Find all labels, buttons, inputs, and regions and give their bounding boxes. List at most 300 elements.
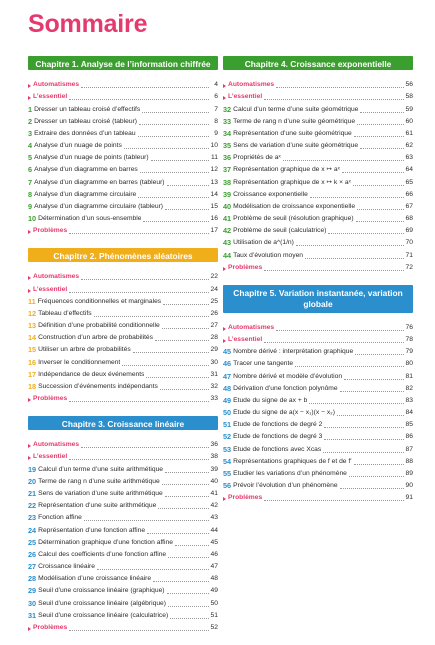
toc-entry[interactable]	[28, 522, 218, 534]
entry-label: Représentation d’une suite arithmétique	[38, 502, 157, 510]
entry-page-number: 22	[210, 273, 218, 281]
dot-leader	[163, 304, 208, 305]
entry-label: Représentation graphique de x ↦ k × aˣ	[233, 178, 351, 186]
dot-leader	[69, 459, 208, 460]
entry-label: Représentation graphique de x ↦ aˣ	[233, 166, 340, 174]
entry-page-number: 4	[214, 81, 218, 89]
toc-entry[interactable]	[28, 174, 218, 186]
entry-number: 40	[223, 201, 232, 211]
entry-number: 22	[28, 501, 37, 511]
entry-page-number: 79	[405, 348, 413, 356]
toc-entry[interactable]	[223, 478, 413, 490]
entry-label: Problème de seuil (résolution graphique)	[233, 215, 354, 223]
toc-entry[interactable]	[28, 354, 218, 366]
entry-label: Nombre dérivé : interprétation graphique	[233, 348, 354, 356]
entry-page-number: 64	[405, 166, 413, 174]
dot-leader	[340, 391, 404, 392]
dot-leader	[69, 233, 208, 234]
entry-page-number: 76	[405, 323, 413, 331]
dot-leader	[143, 221, 208, 222]
chapter-5-entries	[223, 320, 413, 503]
entry-label: Analyse d’un diagramme en barres	[34, 166, 138, 174]
entry-page-number: 6	[214, 93, 218, 101]
toc-entry[interactable]	[223, 441, 413, 453]
chapter-1-header: Chapitre 1. Analyse de l’information chiffrée	[28, 56, 218, 70]
entry-number: 29	[28, 586, 37, 596]
dot-leader	[354, 136, 404, 137]
dot-leader	[138, 136, 209, 137]
entry-number: 14	[28, 333, 37, 343]
entry-label: Seuil d’une croissance linéaire (graphique)	[38, 587, 165, 595]
toc-entry[interactable]	[223, 466, 413, 478]
entry-number: 39	[223, 189, 232, 199]
entry-number: 55	[223, 468, 232, 478]
entry-number: 26	[28, 549, 37, 559]
chapter-1-entries	[28, 77, 218, 235]
entry-page-number: 29	[210, 346, 218, 354]
entry-label: Fonction affine	[38, 514, 82, 522]
entry-number: 48	[223, 383, 232, 393]
entry-number: 42	[223, 226, 232, 236]
toc-special-entry[interactable]	[28, 449, 218, 461]
triangle-bullet-icon	[28, 398, 31, 402]
entry-page-number: 28	[210, 334, 218, 342]
entry-number: 43	[223, 238, 232, 248]
entry-label: Analyse d’un diagramme en barres (tableur)	[34, 178, 165, 186]
entry-number: 47	[223, 371, 232, 381]
toc-entry[interactable]	[28, 138, 218, 150]
toc-entry[interactable]	[223, 101, 413, 113]
dot-leader	[81, 279, 208, 280]
toc-entry[interactable]	[28, 162, 218, 174]
toc-entry[interactable]	[223, 393, 413, 405]
toc-entry[interactable]	[223, 344, 413, 356]
dot-leader	[324, 439, 403, 440]
entry-label: Analyse d’un diagramme circulaire	[34, 190, 137, 198]
entry-label: Terme de rang n d’une suite arithmétique	[38, 477, 160, 485]
entry-number: 1	[28, 104, 33, 114]
entry-number: 6	[28, 165, 33, 175]
entry-label: Utilisation de a^(1/n)	[233, 239, 294, 247]
entry-number: 18	[28, 381, 37, 391]
left-column	[28, 56, 218, 645]
toc-special-entry[interactable]	[28, 391, 218, 403]
entry-label: Représentations graphiques de f et de f′	[233, 457, 352, 465]
toc-entry[interactable]	[28, 101, 218, 113]
dot-leader	[354, 464, 404, 465]
toc-entry[interactable]	[223, 356, 413, 368]
entry-label: Dresser un tableau croisé d’effectifs	[34, 105, 141, 113]
toc-entry[interactable]	[223, 126, 413, 138]
toc-entry[interactable]	[28, 595, 218, 607]
toc-entry[interactable]	[28, 547, 218, 559]
entry-page-number: 13	[210, 178, 218, 186]
entry-number: 19	[28, 464, 37, 474]
entry-page-number: 17	[210, 227, 218, 235]
entry-page-number: 48	[210, 575, 218, 583]
entry-label: Analyse d’un nuage de points	[34, 142, 122, 150]
toc-entry[interactable]	[223, 429, 413, 441]
toc-entry[interactable]	[28, 187, 218, 199]
toc-entry[interactable]	[223, 162, 413, 174]
dot-leader	[310, 197, 404, 198]
dot-leader	[344, 379, 404, 380]
dot-leader	[84, 520, 209, 521]
triangle-bullet-icon	[223, 339, 226, 343]
dot-leader	[264, 500, 403, 501]
toc-special-entry[interactable]	[28, 77, 218, 89]
entry-page-number: 80	[405, 360, 413, 368]
dot-leader	[165, 496, 209, 497]
entry-page-number: 15	[210, 202, 218, 210]
toc-entry[interactable]	[223, 199, 413, 211]
entry-page-number: 83	[405, 396, 413, 404]
entry-page-number: 70	[405, 239, 413, 247]
entry-page-number: 71	[405, 251, 413, 259]
dot-leader	[357, 209, 403, 210]
entry-page-number: 49	[210, 587, 218, 595]
entry-label: L’essentiel	[228, 336, 263, 344]
toc-special-entry[interactable]	[223, 320, 413, 332]
entry-page-number: 41	[210, 489, 218, 497]
entry-number: 7	[28, 177, 33, 187]
entry-label: L’essentiel	[33, 453, 68, 461]
entry-page-number: 84	[405, 409, 413, 417]
dot-leader	[133, 352, 209, 353]
entry-number: 38	[223, 177, 232, 187]
dot-leader	[168, 606, 209, 607]
entry-page-number: 42	[210, 502, 218, 510]
toc-entry[interactable]	[28, 535, 218, 547]
dot-leader	[94, 316, 209, 317]
entry-page-number: 62	[405, 142, 413, 150]
toc-entry[interactable]	[28, 150, 218, 162]
dot-leader	[69, 630, 208, 631]
entry-label: Construction d’un arbre de probabilités	[38, 334, 153, 342]
toc-special-entry[interactable]	[28, 89, 218, 101]
toc-entry[interactable]	[28, 498, 218, 510]
toc-entry[interactable]	[223, 235, 413, 247]
toc-special-entry[interactable]	[28, 620, 218, 632]
dot-leader	[175, 545, 209, 546]
toc-entry[interactable]	[223, 174, 413, 186]
triangle-bullet-icon	[28, 96, 31, 100]
entry-label: Problèmes	[33, 623, 68, 631]
entry-label: Détermination graphique d’une fonction affine	[38, 538, 173, 546]
entry-label: Étude du signe de a(x − x₁)(x − x₂)	[233, 409, 335, 417]
toc-entry[interactable]	[28, 571, 218, 583]
entry-label: Indépendance de deux événements	[38, 370, 145, 378]
entry-label: Problèmes	[228, 263, 263, 271]
entry-label: Détermination d’un sous-ensemble	[38, 215, 142, 223]
toc-entry[interactable]	[28, 486, 218, 498]
toc-entry[interactable]	[28, 583, 218, 595]
dot-leader	[155, 340, 209, 341]
toc-special-entry[interactable]	[28, 223, 218, 235]
entry-label: Automatismes	[228, 81, 275, 89]
entry-page-number: 88	[405, 457, 413, 465]
entry-page-number: 39	[210, 465, 218, 473]
chapter-3-header: Chapitre 3. Croissance linéaire	[28, 416, 218, 430]
toc-special-entry[interactable]	[28, 269, 218, 281]
dot-leader	[323, 452, 403, 453]
entry-label: Automatismes	[228, 323, 275, 331]
dot-leader	[295, 366, 403, 367]
page-title: Sommaire	[28, 10, 148, 38]
chapter-3-entries	[28, 437, 218, 632]
entry-page-number: 51	[210, 611, 218, 619]
entry-label: Dérivation d’une fonction polynôme	[233, 384, 338, 392]
right-column	[223, 56, 413, 515]
entry-label: Inverser le conditionnement	[38, 358, 121, 366]
triangle-bullet-icon	[223, 327, 226, 331]
entry-number: 30	[28, 598, 37, 608]
entry-page-number: 43	[210, 514, 218, 522]
toc-entry[interactable]	[223, 417, 413, 429]
toc-special-entry[interactable]	[223, 332, 413, 344]
entry-number: 11	[28, 296, 36, 306]
entry-page-number: 40	[210, 477, 218, 485]
toc-entry[interactable]	[223, 114, 413, 126]
entry-label: Représentation d’une suite géométrique	[233, 129, 352, 137]
dot-leader	[138, 197, 208, 198]
toc-entry[interactable]	[223, 187, 413, 199]
entry-page-number: 47	[210, 563, 218, 571]
entry-number: 9	[28, 201, 33, 211]
chapter-2-entries	[28, 269, 218, 403]
triangle-bullet-icon	[223, 497, 226, 501]
toc-special-entry[interactable]	[223, 89, 413, 101]
dot-leader	[162, 484, 209, 485]
entry-page-number: 60	[405, 117, 413, 125]
toc-special-entry[interactable]	[28, 281, 218, 293]
entry-number: 25	[28, 537, 37, 547]
toc-entry[interactable]	[28, 211, 218, 223]
dot-leader	[69, 99, 209, 100]
entry-number: 52	[223, 432, 232, 442]
entry-number: 28	[28, 574, 37, 584]
entry-label: Problèmes	[33, 395, 68, 403]
toc-entry[interactable]	[28, 474, 218, 486]
dot-leader	[167, 185, 209, 186]
toc-entry[interactable]	[28, 608, 218, 620]
chapter-1-section	[28, 56, 218, 235]
entry-page-number: 44	[210, 526, 218, 534]
entry-page-number: 65	[405, 178, 413, 186]
dot-leader	[357, 124, 403, 125]
toc-entry[interactable]	[28, 294, 218, 306]
dot-leader	[342, 172, 404, 173]
toc-entry[interactable]	[28, 461, 218, 473]
toc-entry[interactable]	[28, 330, 218, 342]
entry-label: Propriétés de aˣ	[233, 154, 281, 162]
toc-entry[interactable]	[223, 454, 413, 466]
entry-number: 33	[223, 116, 232, 126]
toc-entry[interactable]	[223, 368, 413, 380]
triangle-bullet-icon	[28, 627, 31, 631]
entry-page-number: 16	[210, 215, 218, 223]
entry-page-number: 66	[405, 190, 413, 198]
toc-entry[interactable]	[28, 318, 218, 330]
dot-leader	[81, 447, 208, 448]
entry-label: Sens de variation d’une suite géométrique	[233, 142, 359, 150]
triangle-bullet-icon	[28, 84, 31, 88]
toc-special-entry[interactable]	[223, 77, 413, 89]
entry-label: Automatismes	[33, 441, 80, 449]
entry-number: 2	[28, 116, 33, 126]
dot-leader	[153, 581, 208, 582]
dot-leader	[162, 328, 209, 329]
entry-label: Utiliser un arbre de probabilités	[38, 346, 131, 354]
entry-number: 35	[223, 141, 232, 151]
entry-label: Automatismes	[33, 81, 80, 89]
dot-leader	[124, 148, 209, 149]
toc-entry[interactable]	[223, 223, 413, 235]
entry-page-number: 68	[405, 215, 413, 223]
entry-number: 45	[223, 347, 232, 357]
entry-number: 4	[28, 141, 33, 151]
entry-page-number: 45	[210, 538, 218, 546]
entry-page-number: 24	[210, 285, 218, 293]
dot-leader	[355, 354, 403, 355]
entry-label: L’essentiel	[33, 285, 68, 293]
entry-label: Problème de seuil (calculatrice)	[233, 227, 327, 235]
dot-leader	[147, 533, 208, 534]
dot-leader	[264, 270, 403, 271]
entry-label: Problèmes	[228, 494, 263, 502]
entry-number: 21	[28, 488, 37, 498]
entry-number: 20	[28, 476, 37, 486]
toc-entry[interactable]	[28, 379, 218, 391]
entry-number: 36	[223, 153, 232, 163]
entry-page-number: 69	[405, 227, 413, 235]
entry-page-number: 46	[210, 550, 218, 558]
chapter-4-entries	[223, 77, 413, 272]
dot-leader	[167, 593, 209, 594]
entry-number: 3	[28, 128, 33, 138]
entry-page-number: 85	[405, 421, 413, 429]
entry-label: Succession d’événements indépendants	[38, 382, 158, 390]
entry-label: Sens de variation d’une suite arithmétique	[38, 489, 163, 497]
triangle-bullet-icon	[28, 444, 31, 448]
entry-number: 15	[28, 345, 37, 355]
toc-entry[interactable]	[28, 114, 218, 126]
entry-page-number: 38	[210, 453, 218, 461]
dot-leader	[309, 403, 403, 404]
dot-leader	[349, 476, 404, 477]
entry-number: 54	[223, 456, 232, 466]
entry-label: Problèmes	[33, 227, 68, 235]
entry-label: Étudier les variations d’un phénomène	[233, 469, 347, 477]
entry-label: Calcul d’un terme d’une suite géométrique	[233, 105, 359, 113]
chapter-3-section	[28, 416, 218, 632]
dot-leader	[276, 330, 403, 331]
entry-page-number: 9	[214, 129, 218, 137]
dot-leader	[305, 258, 404, 259]
entry-number: 12	[28, 308, 37, 318]
toc-entry[interactable]	[28, 510, 218, 522]
dot-leader	[328, 233, 403, 234]
entry-page-number: 50	[210, 599, 218, 607]
toc-entry[interactable]	[223, 247, 413, 259]
entry-number: 23	[28, 513, 37, 523]
entry-label: Terme de rang n d’une suite géométrique	[233, 117, 356, 125]
dot-leader	[324, 427, 403, 428]
toc-entry[interactable]	[28, 199, 218, 211]
entry-page-number: 58	[405, 93, 413, 101]
entry-label: Modélisation d’une croissance linéaire	[38, 575, 152, 583]
dot-leader	[337, 415, 404, 416]
entry-label: Calcul d’un terme d’une suite arithmétique	[38, 465, 164, 473]
entry-number: 46	[223, 359, 232, 369]
triangle-bullet-icon	[28, 230, 31, 234]
entry-label: Croissance linéaire	[38, 563, 95, 571]
entry-label: Croissance exponentielle	[233, 190, 308, 198]
toc-entry[interactable]	[223, 150, 413, 162]
entry-number: 24	[28, 525, 37, 535]
entry-label: Extraire des données d’un tableau	[34, 129, 136, 137]
dot-leader	[276, 87, 403, 88]
entry-number: 34	[223, 128, 232, 138]
entry-label: L’essentiel	[33, 93, 68, 101]
entry-page-number: 61	[405, 129, 413, 137]
entry-label: Calcul des coefficients d’une fonction affine	[38, 550, 167, 558]
toc-entry[interactable]	[28, 126, 218, 138]
toc-special-entry[interactable]	[223, 260, 413, 272]
dot-leader	[165, 209, 209, 210]
dot-leader	[142, 112, 209, 113]
entry-label: Étude de fonctions de degré 2	[233, 421, 323, 429]
toc-entry[interactable]	[28, 559, 218, 571]
entry-page-number: 82	[405, 384, 413, 392]
toc-entry[interactable]	[223, 405, 413, 417]
entry-page-number: 87	[405, 445, 413, 453]
toc-entry[interactable]	[28, 367, 218, 379]
entry-number: 13	[28, 321, 37, 331]
toc-entry[interactable]	[223, 211, 413, 223]
triangle-bullet-icon	[223, 96, 226, 100]
dot-leader	[264, 99, 403, 100]
entry-number: 50	[223, 408, 232, 418]
entry-number: 5	[28, 153, 33, 163]
entry-label: Étude de fonctions de degré 3	[233, 433, 323, 441]
dot-leader	[140, 172, 209, 173]
entry-page-number: 56	[405, 81, 413, 89]
toc-special-entry[interactable]	[223, 490, 413, 502]
toc-entry[interactable]	[223, 138, 413, 150]
entry-label: Nombre dérivé et modèle d’évolution	[233, 372, 343, 380]
entry-label: Prévoir l’évolution d’un phénomène	[233, 482, 338, 490]
dot-leader	[139, 124, 209, 125]
toc-entry[interactable]	[28, 306, 218, 318]
entry-number: 17	[28, 369, 37, 379]
toc-entry[interactable]	[28, 342, 218, 354]
entry-number: 37	[223, 165, 232, 175]
dot-leader	[69, 401, 208, 402]
entry-page-number: 67	[405, 202, 413, 210]
toc-special-entry[interactable]	[28, 437, 218, 449]
triangle-bullet-icon	[28, 289, 31, 293]
entry-number: 51	[223, 420, 232, 430]
triangle-bullet-icon	[223, 267, 226, 271]
toc-entry[interactable]	[223, 381, 413, 393]
entry-label: Automatismes	[33, 273, 80, 281]
entry-page-number: 30	[210, 358, 218, 366]
entry-number: 27	[28, 562, 37, 572]
entry-page-number: 12	[210, 166, 218, 174]
chapter-2-section	[28, 248, 218, 403]
entry-page-number: 78	[405, 336, 413, 344]
